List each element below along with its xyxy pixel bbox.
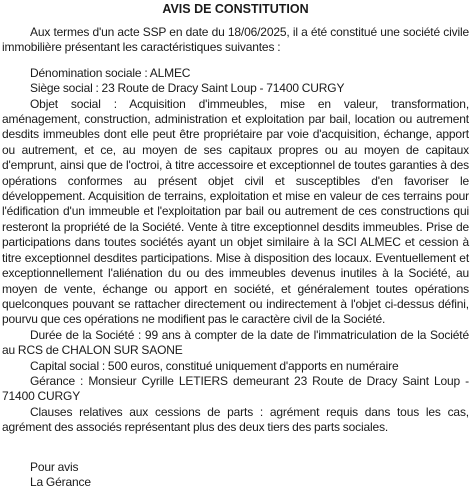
- signature-block: [2, 460, 469, 490]
- signature-line: La Gérance: [30, 474, 91, 489]
- notice-title: AVIS DE CONSTITUTION: [162, 2, 309, 16]
- capital-line: Capital social : 500 euros, constitué uniquement d'apports en numéraire: [30, 358, 399, 373]
- spacer: [2, 436, 469, 460]
- pour-avis-line: Pour avis: [30, 459, 79, 474]
- spacer: [2, 56, 469, 66]
- intro-paragraph: Aux termes d'un acte SSP en date du 18/06/2025, il a été constitué une société civile immobilière présentant les caractéristiques suivantes :: [2, 25, 469, 55]
- siege-line: Siège social : 23 Route de Dracy Saint Loup - 71400 CURGY: [30, 81, 345, 96]
- denomination-line: Dénomination sociale : ALMEC: [30, 65, 191, 80]
- clauses-paragraph: Clauses relatives aux cessions de parts : agrément requis dans tous les cas, agrément des associés représentant plus des deux tiers des parts sociales.: [2, 404, 469, 435]
- legal-notice: [2, 0, 469, 490]
- gerance-paragraph: Gérance : Monsieur Cyrille LETIERS demeurant 23 Route de Dracy Saint Loup - 71400 CURGY: [2, 373, 469, 404]
- objet-paragraph: Objet social : Acquisition d'immeubles, mise en valeur, transformation, aménagement, construction, administration et exploitation par bail, location ou autrement desdits immeubles dont elle peut être propriétaire par voie d'acquisition, échange, apport ou autrement, et ce, au moyen de ses capitaux propres ou au moyen de capitaux d'emprunt, ainsi que de l'octroi, à titre accessoire et exceptionnel de toutes garanties à des opérations conformes au présent objet civil et susceptibles d'en favoriser le développement. Acquisition de terrains, exploitation et mise en valeur de ces terrains pour l'édification d'un immeuble et l'exploitation par bail ou autrement de ces constructions qui resteront la propriété de la Société. Vente à titre exceptionnel desdits immeubles. Prise de participations dans toutes sociétés ayant un objet similaire à la SCI ALMEC et cession à titre exceptionnel desdites participations. Mise à disposition des locaux. Eventuellement et exceptionnellement l'aliénation du ou des immeubles devenus inutiles à la Société, au moyen de vente, échange ou apport en société, et généralement toutes opérations quelconques pouvant se rattacher directement ou indirectement à l'objet ci-dessus défini, pourvu que ces opérations ne modifient pas le caractère civil de la Société.: [2, 96, 469, 327]
- duree-paragraph: Durée de la Société : 99 ans à compter de la date de l'immatriculation de la Société au RCS de CHALON SUR SAONE: [2, 327, 469, 358]
